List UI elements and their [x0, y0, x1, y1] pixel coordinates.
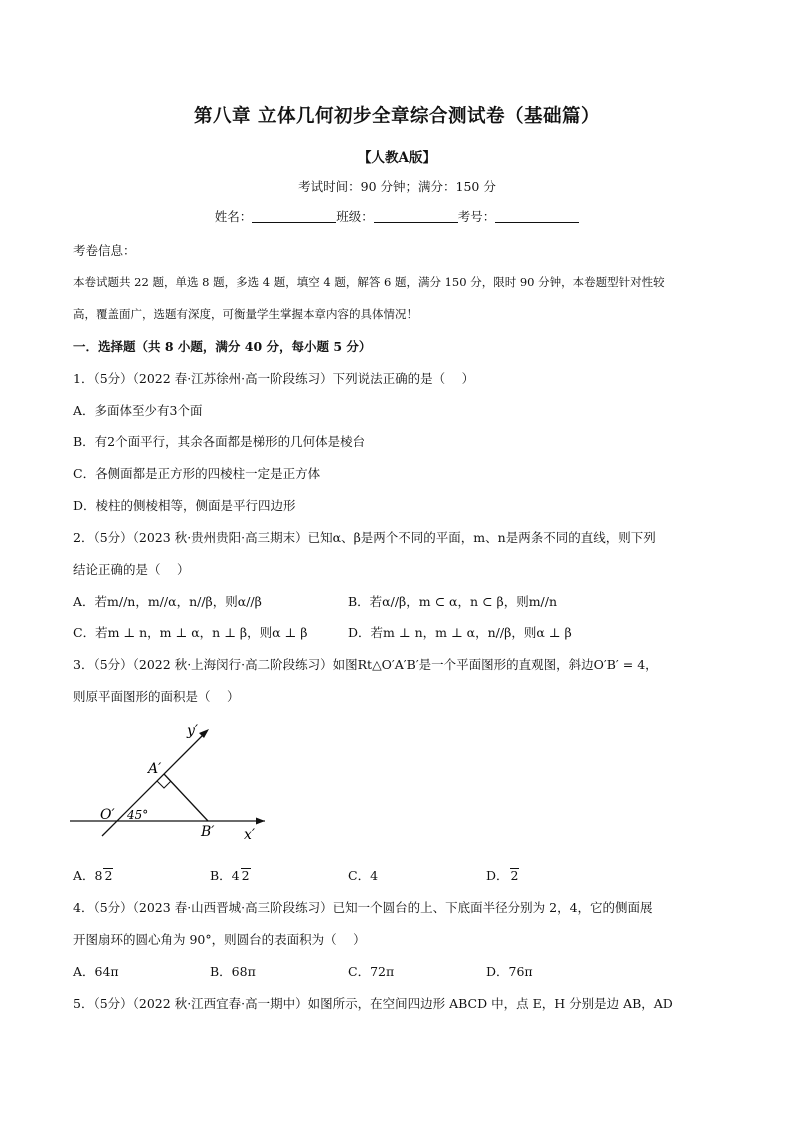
q3-option-b[interactable]: B．4 2 — [210, 868, 250, 883]
q4-option-a[interactable]: A．64π — [73, 964, 119, 979]
q2-option-a[interactable]: A．若m//n，m//α，n//β，则α//β — [73, 594, 262, 609]
x-axis-arrow — [256, 818, 265, 825]
class-label: 班级： — [336, 209, 374, 224]
q4-stem-line-1: 4．（5分）（2023 春·山西晋城·高三阶段练习）已知一个圆台的上、下底面半径分别为 2，4，它的侧面展 — [73, 900, 653, 915]
q2-option-d[interactable]: D．若m ⊥ n，m ⊥ α，n//β，则α ⊥ β — [348, 625, 572, 640]
a-point-label: A′ — [148, 761, 162, 777]
b-point-label: B′ — [201, 824, 215, 840]
section-heading: 一．选择题（共 8 小题，满分 40 分，每小题 5 分） — [73, 339, 372, 354]
info-line-2: 高，覆盖面广，选题有深度，可衡量学生掌握本章内容的具体情况！ — [73, 307, 418, 321]
q1-option-c[interactable]: C．各侧面都是正方形的四棱柱一定是正方体 — [73, 466, 321, 481]
q3-stem-line-1: 3．（5分）（2022 秋·上海闵行·高二阶段练习）如图Rt△O′A′B′是一个平面图形的直观图，斜边O′B′ = 4， — [73, 657, 658, 672]
q3-figure — [60, 715, 280, 845]
q1-option-d[interactable]: D．棱柱的侧棱相等，侧面是平行四边形 — [73, 498, 296, 513]
q3-option-d[interactable]: D． 2 — [486, 868, 519, 883]
q2-stem-line-2: 结论正确的是（ ） — [73, 562, 190, 577]
q2-option-b[interactable]: B．若α//β，m ⊂ α，n ⊂ β，则m//n — [348, 594, 558, 609]
q3-option-a[interactable]: A．8 2 — [73, 868, 113, 883]
q5-stem-line-1: 5．（5分）（2022 秋·江西宜春·高一期中）如图所示，在空间四边形 ABCD 中，点 E，H 分别是边 AB，AD — [73, 996, 673, 1011]
q3-stem-line-2: 则原平面图形的面积是（ ） — [73, 689, 240, 704]
q4-option-b[interactable]: B．68π — [210, 964, 256, 979]
y-axis-label: y′ — [187, 723, 199, 739]
name-label: 姓名： — [214, 209, 253, 224]
q4-stem-line-2: 开图扇环的圆心角为 90°，则圆台的表面积为（ ） — [73, 932, 366, 947]
exam-no-blank[interactable] — [495, 208, 579, 223]
q2-stem-line-1: 2．（5分）（2023 秋·贵州贵阳·高三期末）已知α、β是两个不同的平面，m、n是两条不同的直线，则下列 — [73, 530, 656, 545]
o-point-label: O′ — [100, 807, 115, 823]
class-blank[interactable] — [374, 208, 458, 223]
q4-option-d[interactable]: D．76π — [486, 964, 533, 979]
info-line-1: 本卷试题共 22 题，单选 8 题，多选 4 题，填空 4 题，解答 6 题，满分 150 分，限时 90 分钟，本卷题型针对性较 — [73, 275, 665, 289]
q4-option-c[interactable]: C．72π — [348, 964, 395, 979]
q2-option-c[interactable]: C．若m ⊥ n，m ⊥ α，n ⊥ β，则α ⊥ β — [73, 625, 308, 640]
q3-option-c[interactable]: C．4 — [348, 868, 379, 883]
exam-time-info: 考试时间：90 分钟；满分：150 分 — [298, 179, 496, 194]
angle-label: 45° — [127, 808, 149, 822]
edition-label: 【人教A版】 — [358, 150, 436, 166]
q1-option-a[interactable]: A．多面体至少有3个面 — [73, 403, 203, 418]
info-heading: 考卷信息： — [73, 243, 136, 258]
q1-stem: 1．（5分）（2022 春·江苏徐州·高一阶段练习）下列说法正确的是（ ） — [73, 371, 475, 386]
right-angle-mark — [157, 781, 171, 788]
exam-no-label: 考号： — [457, 209, 496, 224]
q1-option-b[interactable]: B．有2个面平行，其余各面都是梯形的几何体是棱台 — [73, 434, 366, 449]
x-axis-label: x′ — [244, 827, 256, 843]
student-info-row — [0, 207, 794, 225]
page-title: 第八章 立体几何初步全章综合测试卷（基础篇） — [194, 106, 600, 127]
name-blank[interactable] — [252, 208, 336, 223]
